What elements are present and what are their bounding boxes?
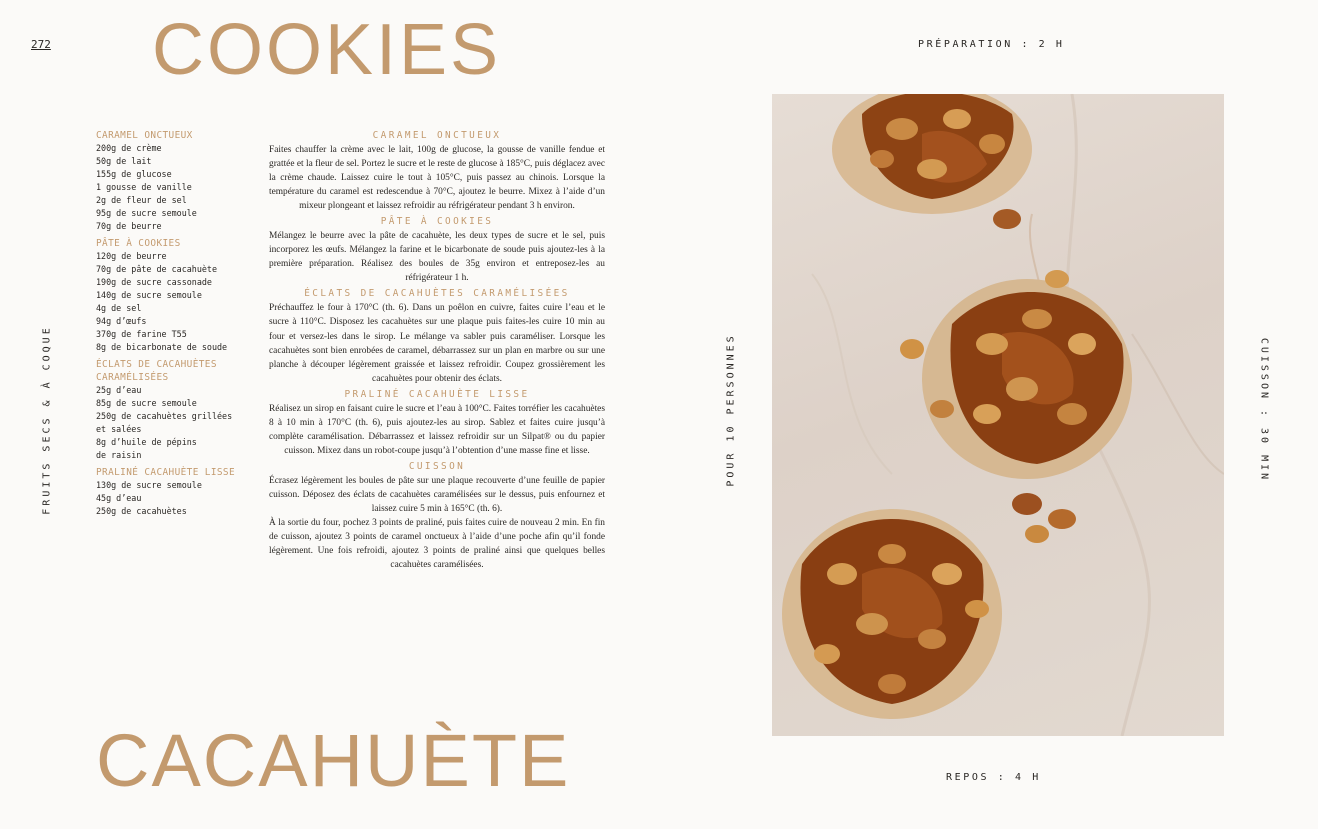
cookie-bottom bbox=[782, 493, 1076, 719]
ingredient-item: 130g de sucre semoule bbox=[96, 480, 202, 490]
ingredient-item: 120g de beurre bbox=[96, 251, 167, 261]
chapter-label: FRUITS SECS & À COQUE bbox=[41, 325, 53, 515]
ingredients-heading-eclats-line1: ÉCLATS DE CACAHUÈTES bbox=[96, 359, 217, 370]
ingredient-item: 250g de cacahuètes bbox=[96, 506, 187, 516]
cookies-photo bbox=[772, 94, 1224, 736]
method-text-caramel: Faites chauffer la crème avec le lait, 100g de glucose, la gousse de vanille fendue et grattée et la fleur de sel. Portez le sucre et le reste de glucose à 185°C, puis déglacez avec la crème chaude. Laissez cuire le tout à 105°C, puis passez au chinois. Lorsque la température du caramel est redescendue à 70°C, ajoutez le beurre. Mixez à l’aide d’un mixeur plongeant et laissez refroidir au réfrigérateur pendant 3 h environ. bbox=[269, 145, 605, 212]
method-text-cuisson-2: À la sortie du four, pochez 3 points de praliné, puis faites cuire de nouveau 2 min. En fin de cuisson, ajoutez 3 points de caramel onctueux à l’aide d’une poche afin qu’il fonde légèrement. Une fois refroidi, ajoutez 3 points de praliné ainsi que quelques belles cacahuètes caramélisées. bbox=[269, 518, 605, 571]
method-heading-cuisson: CUISSON bbox=[408, 460, 466, 472]
ingredient-item: 155g de glucose bbox=[96, 169, 172, 179]
method-text-eclats: Préchauffez le four à 170°C (th. 6). Dans un poêlon en cuivre, faites cuire l’eau et le sucre à 110°C. Disposez les cacahuètes sur une plaque puis faites-les cuire 10 min au four et versez-les dans le sirop. Le mélange va sabler puis caraméliser. Lorsque les cacahuètes sont bien enrobées de caramel, débarrassez sur un plan en marbre ou sur une planche à découper légèrement graissée et laissez refroidir. Coupez grossièrement les cacahuètes pour obtenir des éclats. bbox=[269, 303, 605, 384]
method-heading-pate: PÂTE À COOKIES bbox=[380, 216, 494, 228]
ingredient-item: 45g d’eau bbox=[96, 493, 142, 503]
ingredients-heading-pate: PÂTE À COOKIES bbox=[96, 238, 181, 249]
rest-time-label: REPOS : 4 H bbox=[946, 772, 1041, 783]
recipe-title-bottom: CACAHUÈTE bbox=[96, 719, 571, 802]
ingredients-heading-eclats bbox=[96, 358, 261, 384]
ingredient-item: 70g de beurre bbox=[96, 221, 162, 231]
ingredients-list bbox=[96, 129, 261, 518]
method-heading-caramel: CARAMEL ONCTUEUX bbox=[372, 130, 502, 141]
ingredient-item: 1 gousse de vanille bbox=[96, 182, 192, 192]
cookie-middle bbox=[900, 270, 1132, 479]
ingredient-item: 250g de cacahuètes grillées bbox=[96, 411, 233, 421]
ingredient-item: 8g de bicarbonate de soude bbox=[96, 342, 228, 352]
method-text-cuisson-1: Écrasez légèrement les boules de pâte sur une plaque recouverte d’une feuille de papier cuisson. Déposez des éclats de cacahuètes caramélisées sur le dessus, puis enfournez et laissez cuire 5 min à 165°C (th. 6). bbox=[269, 475, 605, 514]
ingredient-item: 70g de pâte de cacahuète bbox=[96, 264, 218, 274]
servings-label: POUR 10 PERSONNES bbox=[725, 333, 737, 487]
preparation-time-label: PRÉPARATION : 2 H bbox=[918, 39, 1065, 50]
ingredient-item: 8g d’huile de pépins bbox=[96, 437, 197, 447]
ingredient-item: 95g de sucre semoule bbox=[96, 208, 197, 218]
ingredient-item: et salées bbox=[96, 424, 142, 434]
ingredient-item: de raisin bbox=[96, 450, 142, 460]
ingredient-item: 25g d’eau bbox=[96, 385, 142, 395]
ingredients-heading-praline: PRALINÉ CACAHUÈTE LISSE bbox=[96, 467, 236, 478]
ingredient-item: 94g d’œufs bbox=[96, 316, 147, 326]
ingredient-item: 190g de sucre cassonade bbox=[96, 277, 212, 287]
ingredient-item: 85g de sucre semoule bbox=[96, 398, 197, 408]
cookies-illustration bbox=[772, 94, 1224, 736]
method-text-pate: Mélangez le beurre avec la pâte de cacahuète, les deux types de sucre et le sel, puis incorporez les œufs. Mélangez la farine et le bicarbonate de soude puis ajoutez-les à la première préparation. Réalisez des boules de 35g environ et entreposez-les au réfrigérateur 1 h. bbox=[269, 231, 605, 284]
ingredients-heading-caramel: CARAMEL ONCTUEUX bbox=[96, 130, 193, 141]
ingredient-item: 200g de crème bbox=[96, 143, 162, 153]
recipe-title-top: COOKIES bbox=[152, 10, 502, 90]
cookie-top bbox=[832, 94, 1032, 229]
cooking-time-label: CUISSON : 30 MIN bbox=[1258, 337, 1270, 483]
method-steps bbox=[269, 129, 605, 572]
ingredients-heading-eclats-line2: CARAMÉLISÉES bbox=[96, 372, 169, 383]
method-text-praline: Réalisez un sirop en faisant cuire le sucre et l’eau à 100°C. Faites torréfier les cacahuètes 8 à 10 min à 170°C (th. 6), puis ajoutez-les au sirop. Sablez et faites cuire jusqu’à complète caramélisation. Débarrassez et laissez refroidir sur un Silpat® ou du papier cuisson. Mixez dans un robot-coupe jusqu’à l’obtention d’une masse fine et lisse. bbox=[269, 403, 605, 456]
ingredient-item: 2g de fleur de sel bbox=[96, 195, 187, 205]
ingredient-item: 50g de lait bbox=[96, 156, 152, 166]
page-number: 272 bbox=[31, 38, 51, 51]
ingredient-item: 140g de sucre semoule bbox=[96, 290, 202, 300]
method-heading-praline: PRALINÉ CACAHUÈTE LISSE bbox=[344, 388, 530, 400]
method-heading-eclats: ÉCLATS DE CACAHUÈTES CARAMÉLISÉES bbox=[304, 288, 570, 300]
ingredient-item: 370g de farine T55 bbox=[96, 329, 187, 339]
ingredient-item: 4g de sel bbox=[96, 303, 142, 313]
